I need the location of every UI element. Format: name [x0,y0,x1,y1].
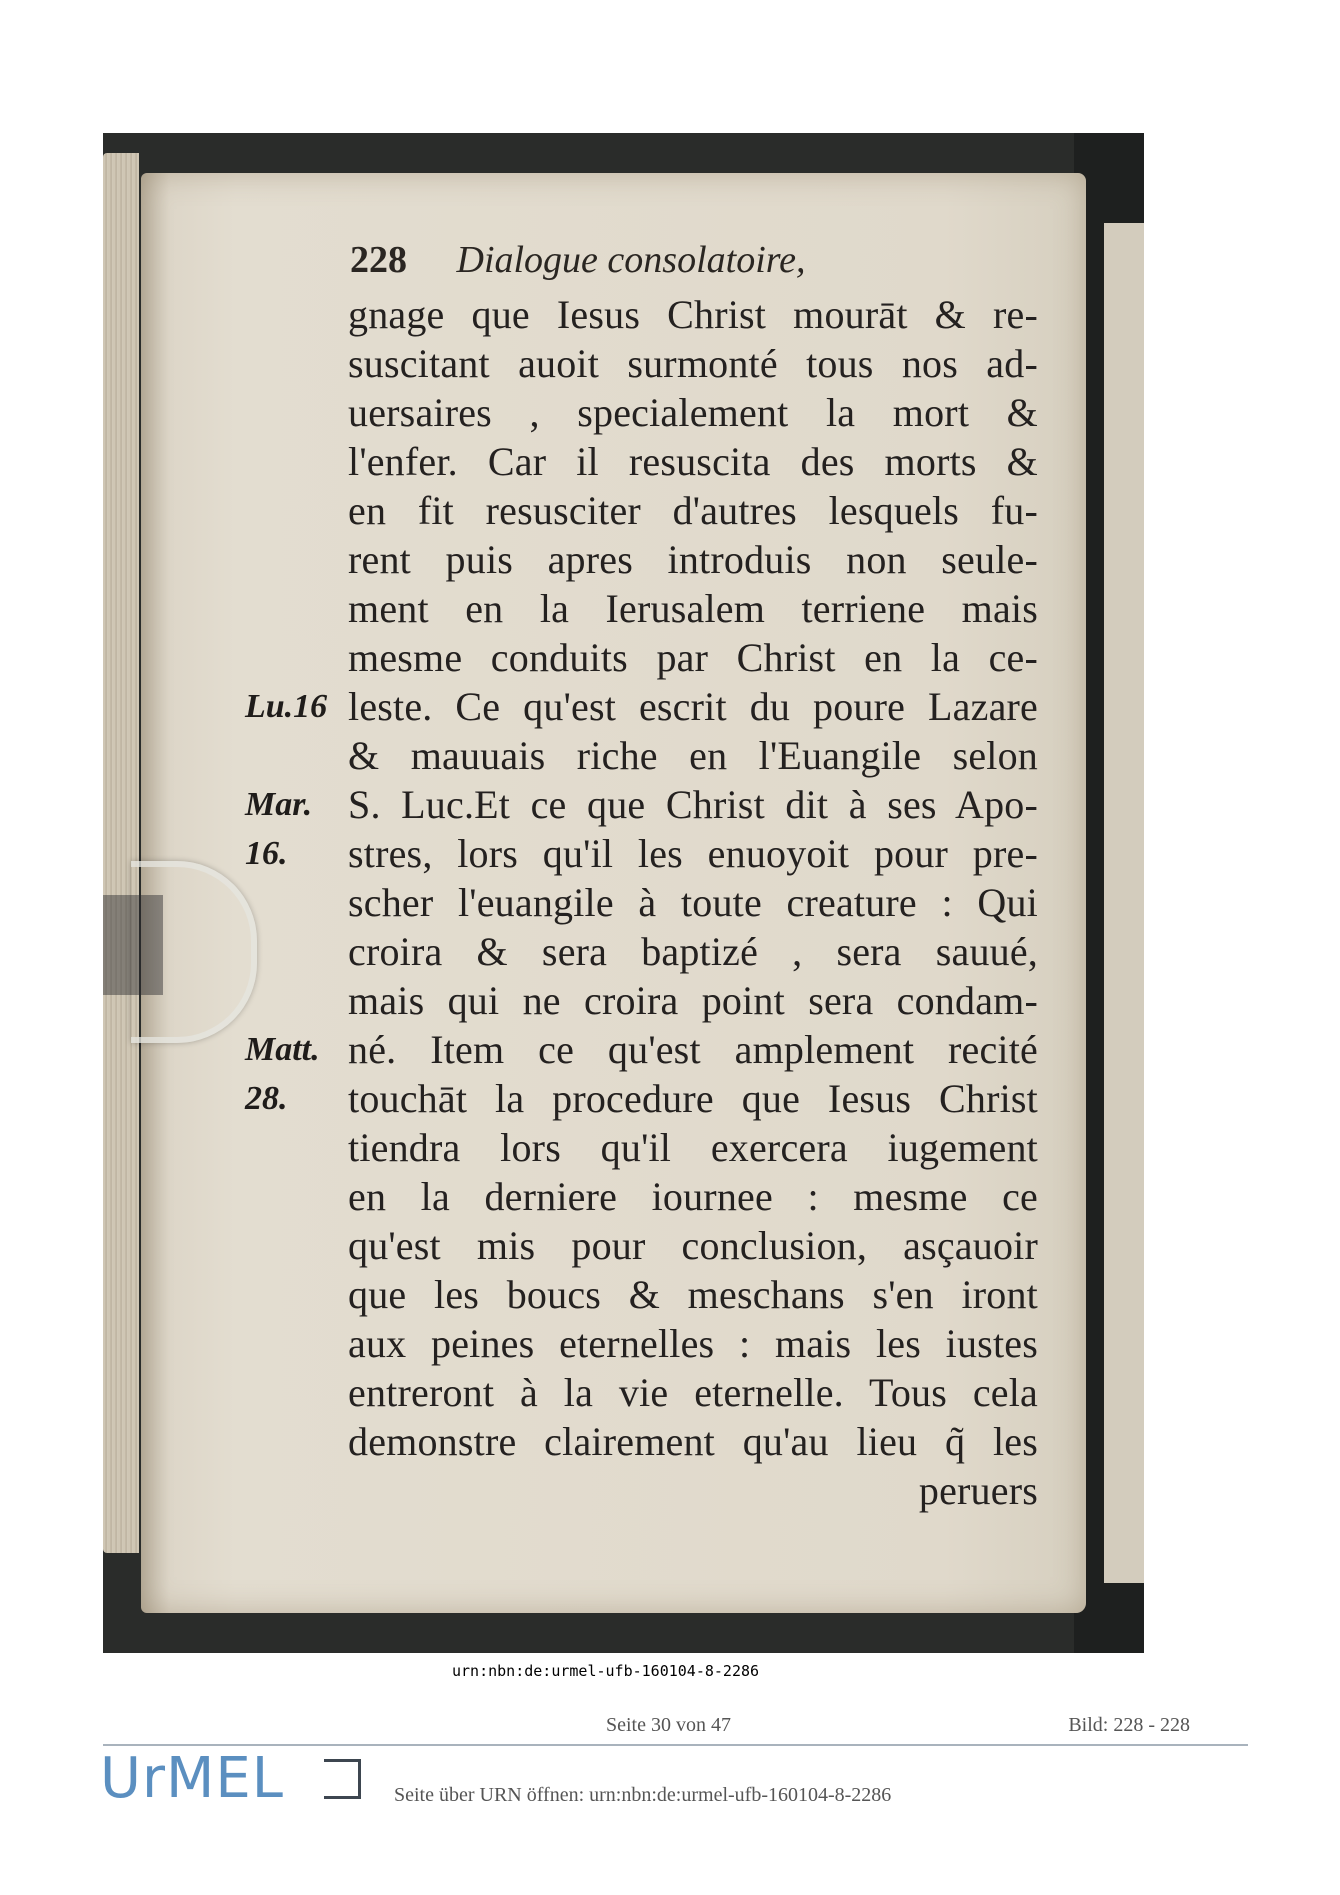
text-line: qu'est mis pour conclusion, asçauoir [348,1223,1038,1268]
text-line: ment en la Ierusalem terriene mais [348,586,1038,631]
page-number: 228 [350,239,407,281]
text-line: gnage que Iesus Christ mourāt & re- [348,292,1038,337]
text-line: né. Item ce qu'est amplement recité [348,1027,1038,1072]
text-line: en la derniere iournee : mesme ce [348,1174,1038,1219]
text-line: & mauuais riche en l'Euangile selon [348,733,1038,778]
text-line: entreront à la vie eternelle. Tous cela [348,1370,1038,1415]
page-header [350,238,806,282]
margin-note: Lu.16 [245,688,328,725]
urmel-logo[interactable] [100,1746,284,1812]
logo-text: UrMEL [100,1746,284,1811]
text-line: scher l'euangile à toute creature : Qui [348,880,1038,925]
text-line: leste. Ce qu'est escrit du poure Lazare [348,684,1038,729]
margin-note: Mar. [245,786,313,823]
page-count: Seite 30 von 47 [606,1714,731,1736]
text-line: demonstre clairement qu'au lieu q̃ les [348,1419,1038,1464]
text-line: stres, lors qu'il les enuoyoit pour pre- [348,831,1038,876]
urn-open-link[interactable]: Seite über URN öffnen: urn:nbn:de:urmel-ufb-160104-8-2286 [394,1784,892,1806]
margin-note: Matt. [245,1031,320,1068]
text-line: tiendra lors qu'il exercera iugement [348,1125,1038,1170]
text-line: mesme conduits par Christ en la ce- [348,635,1038,680]
text-line: que les boucs & meschans s'en iront [348,1272,1038,1317]
text-line: mais qui ne croira point sera condam- [348,978,1038,1023]
urn-caption: urn:nbn:de:urmel-ufb-160104-8-2286 [452,1662,760,1680]
page-edges [103,153,139,1553]
text-line: suscitant auoit surmonté tous nos ad- [348,341,1038,386]
text-line: aux peines eternelles : mais les iustes [348,1321,1038,1366]
image-range: Bild: 228 - 228 [1068,1714,1190,1736]
margin-note: 16. [245,835,288,872]
text-line: en fit resusciter d'autres lesquels fu- [348,488,1038,533]
margin-note: 28. [245,1080,288,1117]
text-line: rent puis apres introduis non seule- [348,537,1038,582]
text-line: uersaires , specialement la mort & [348,390,1038,435]
text-line: touchāt la procedure que Iesus Christ [348,1076,1038,1121]
body-text [348,290,1038,1515]
facing-page-edge [1104,223,1144,1583]
logo-bracket-icon [324,1759,361,1799]
text-line: S. Luc.Et ce que Christ dit à ses Apo- [348,782,1038,827]
text-line: l'enfer. Car il resuscita des morts & [348,439,1038,484]
running-title: Dialogue consolatoire, [456,239,806,281]
text-line: peruers [918,1468,1038,1513]
text-line: croira & sera baptizé , sera sauué, [348,929,1038,974]
